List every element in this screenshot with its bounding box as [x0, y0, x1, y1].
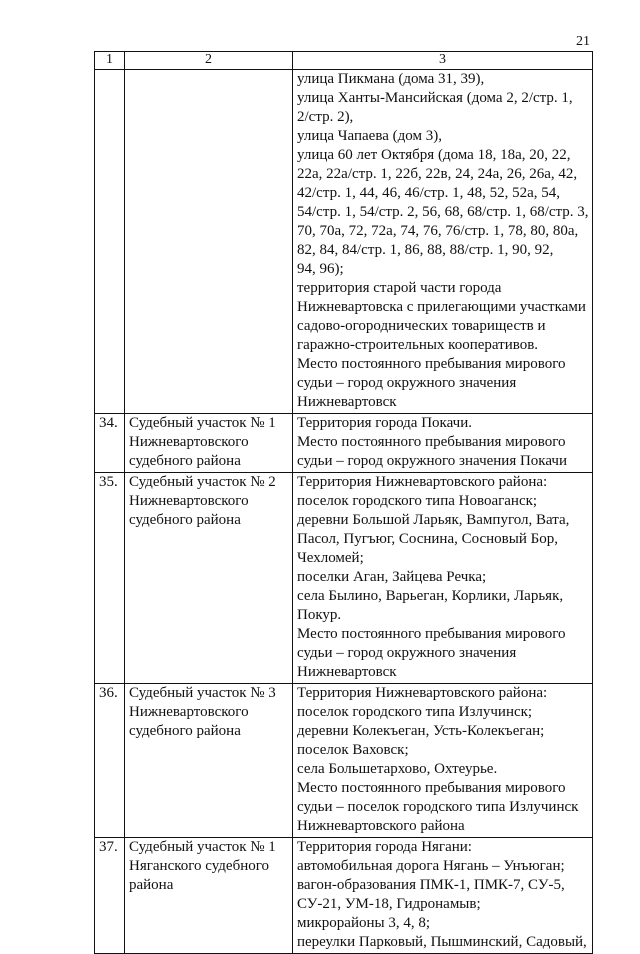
row-number — [95, 70, 125, 414]
court-district-name — [125, 473, 293, 684]
court-district-name-line: Судебный участок № 1 — [129, 839, 276, 855]
territory-description-line: судьи – поселок городского типа Излучинск — [297, 799, 579, 815]
territory-description-line: судьи – город окружного значения — [297, 645, 517, 661]
court-district-name-line: судебного района — [129, 453, 241, 469]
territory-description-line: Нижневартовск — [297, 664, 397, 680]
table-row — [95, 70, 593, 414]
territory-description — [293, 414, 593, 473]
court-districts-table — [94, 51, 593, 954]
territory-description-line: гаражно-строительных кооперативов. — [297, 337, 539, 353]
territory-description-line: территория старой части города — [297, 280, 502, 296]
court-district-name-line: Судебный участок № 3 — [129, 685, 276, 701]
territory-description-line: улица Чапаева (дом 3), — [297, 128, 442, 144]
territory-description-line: 94, 96); — [297, 261, 344, 277]
territory-description-line: судьи – город окружного значения Покачи — [297, 453, 567, 469]
table-row — [95, 684, 593, 838]
territory-description-line: Территория города Покачи. — [297, 415, 472, 431]
court-district-name-line: Няганского судебного — [129, 858, 270, 874]
territory-description-line: Покур. — [297, 607, 342, 623]
court-district-name-line: судебного района — [129, 723, 241, 739]
territory-description-line: деревни Большой Ларьяк, Вампугол, Вата, — [297, 512, 570, 528]
court-district-name — [125, 838, 293, 954]
court-district-name — [125, 684, 293, 838]
territory-description-line: поселок городского типа Новоаганск; — [297, 493, 538, 509]
territory-description-line: Место постоянного пребывания мирового — [297, 356, 566, 372]
court-district-name — [125, 70, 293, 414]
header-col-name: 2 — [125, 52, 293, 70]
territory-description-line: СУ-21, УМ-18, Гидронамыв; — [297, 896, 481, 912]
territory-description-line: Нижневартовска с прилегающими участками — [297, 299, 586, 315]
territory-description-line: вагон-образования ПМК-1, ПМК-7, СУ-5, — [297, 877, 565, 893]
territory-description-line: улица 60 лет Октября (дома 18, 18а, 20, 22, — [297, 147, 571, 163]
court-district-name-line: Нижневартовского — [129, 434, 249, 450]
territory-description-line: Нижневартовск — [297, 394, 397, 410]
table-row — [95, 838, 593, 954]
page-number: 21 — [576, 34, 590, 49]
territory-description-line: 54/стр. 1, 54/стр. 2, 56, 68, 68/стр. 1, 68/стр. 3, — [297, 204, 589, 220]
court-district-name-line: Судебный участок № 2 — [129, 474, 276, 490]
court-district-name-line: Нижневартовского — [129, 704, 249, 720]
territory-description-line: села Большетархово, Охтеурье. — [297, 761, 498, 777]
territory-description-line: Территория Нижневартовского района: — [297, 685, 548, 701]
header-col-number: 1 — [95, 52, 125, 70]
territory-description-line: Территория города Нягани: — [297, 839, 472, 855]
territory-description-line: Чехломей; — [297, 550, 364, 566]
territory-description-line: поселок Ваховск; — [297, 742, 409, 758]
territory-description-line: автомобильная дорога Нягань – Унъюган; — [297, 858, 565, 874]
court-district-name-line: района — [129, 877, 174, 893]
court-district-name-line: Нижневартовского — [129, 493, 249, 509]
court-district-name — [125, 414, 293, 473]
table-row — [95, 473, 593, 684]
territory-description-line: садово-огороднических товариществ и — [297, 318, 546, 334]
table-body — [95, 70, 593, 954]
court-district-name-line: судебного района — [129, 512, 241, 528]
territory-description-line: улица Ханты-Мансийская (дома 2, 2/стр. 1, — [297, 90, 573, 106]
territory-description-line: поселки Аган, Зайцева Речка; — [297, 569, 487, 585]
territory-description-line: 82, 84, 84/стр. 1, 86, 88, 88/стр. 1, 90, 92, — [297, 242, 554, 258]
territory-description-line: переулки Парковый, Пышминский, Садовый, — [297, 934, 587, 950]
territory-description-line: улица Пикмана (дома 31, 39), — [297, 71, 485, 87]
row-number: 35. — [95, 473, 125, 684]
territory-description-line: поселок городского типа Излучинск; — [297, 704, 533, 720]
territory-description — [293, 838, 593, 954]
row-number: 36. — [95, 684, 125, 838]
territory-description-line: Нижневартовского района — [297, 818, 465, 834]
territory-description-line: Место постоянного пребывания мирового — [297, 780, 566, 796]
territory-description-line: Пасол, Пугъюг, Соснина, Сосновый Бор, — [297, 531, 558, 547]
table-header-row — [95, 52, 593, 70]
row-number: 37. — [95, 838, 125, 954]
territory-description-line: Территория Нижневартовского района: — [297, 474, 548, 490]
territory-description-line: Место постоянного пребывания мирового — [297, 626, 566, 642]
territory-description-line: Место постоянного пребывания мирового — [297, 434, 566, 450]
territory-description-line: села Былино, Варьеган, Корлики, Ларьяк, — [297, 588, 564, 604]
territory-description — [293, 473, 593, 684]
territory-description-line: деревни Колекъеган, Усть-Колекъеган; — [297, 723, 545, 739]
territory-description — [293, 684, 593, 838]
territory-description-line: 70, 70а, 72, 72а, 74, 76, 76/стр. 1, 78, 80, 80а, — [297, 223, 579, 239]
territory-description — [293, 70, 593, 414]
territory-description-line: микрорайоны 3, 4, 8; — [297, 915, 431, 931]
header-col-description: 3 — [293, 52, 593, 70]
territory-description-line: 22а, 22а/стр. 1, 22б, 22в, 24, 24а, 26, 26а, 42, — [297, 166, 578, 182]
territory-description-line: 42/стр. 1, 44, 46, 46/стр. 1, 48, 52, 52а, 54, — [297, 185, 561, 201]
table-row — [95, 414, 593, 473]
court-district-name-line: Судебный участок № 1 — [129, 415, 276, 431]
territory-description-line: 2/стр. 2), — [297, 109, 354, 125]
territory-description-line: судьи – город окружного значения — [297, 375, 517, 391]
row-number: 34. — [95, 414, 125, 473]
